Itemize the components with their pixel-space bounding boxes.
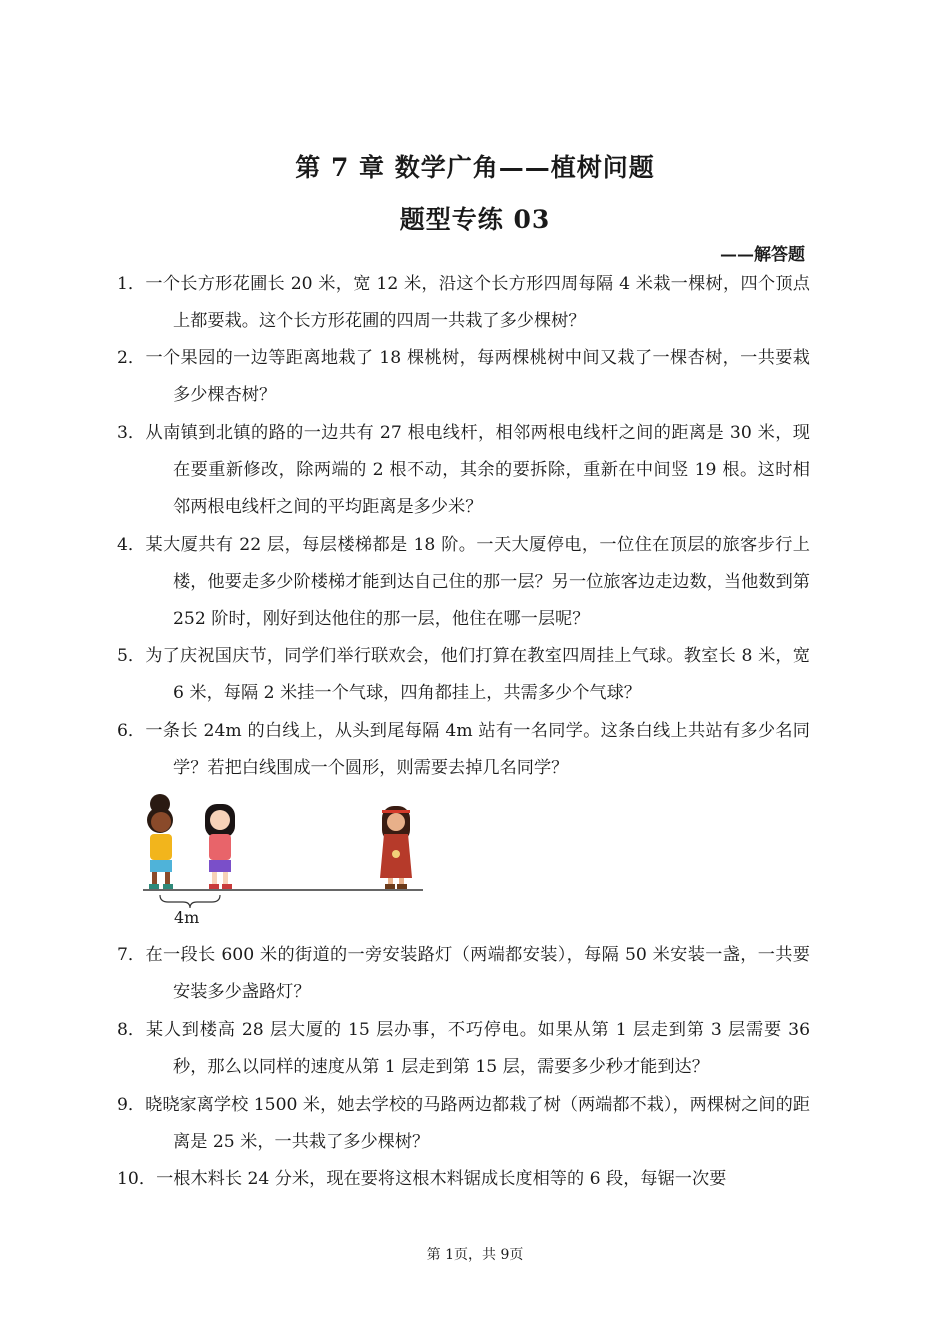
question-1: 1．一个长方形花圃长 20 米，宽 12 米，沿这个长方形四周每隔 4 米栽一棵树，四个顶点上都要栽。这个长方形花圃的四周一共栽了多少棵树？: [117, 274, 810, 331]
question-9: 9．晓晓家离学校 1500 米，她去学校的马路两边都栽了树（两端都不栽），两棵树之间的距离是 25 米，一共栽了多少棵树？: [117, 1095, 810, 1152]
question-2: 2．一个果园的一边等距离地栽了 18 棵桃树，每两棵桃树中间又栽了一棵杏树，一共要栽多少棵杏树？: [117, 348, 810, 405]
question-7: 7．在一段长 600 米的街道的一旁安装路灯（两端都安装），每隔 50 米安装一盏，一共要安装多少盏路灯？: [117, 945, 810, 1002]
question-4: 4．某大厦共有 22 层，每层楼梯都是 18 阶。一天大厦停电，一位住在顶层的旅客步行上楼，他要走多少阶楼梯才能到达自己住的那一层？另一位旅客边走边数，当他数到第 252 阶时，刚好到达他住的那一层，他住在哪一层呢？: [117, 535, 810, 629]
page-subtitle: 题型专练 03: [399, 205, 551, 234]
student-icon: [205, 804, 235, 889]
page-footer: 第 1页，共 9页: [426, 1247, 524, 1263]
question-8: 8．某人到楼高 28 层大厦的 15 层办事，不巧停电。如果从第 1 层走到第 3 层需要 36 秒，那么以同样的速度从第 1 层走到第 15 层，需要多少秒才能到达？: [117, 1020, 810, 1077]
page-title: 第 7 章 数学广角——植树问题: [295, 153, 655, 182]
student-icon: [147, 794, 173, 889]
section-label: ——解答题: [720, 245, 805, 265]
distance-label: 4m: [174, 908, 200, 927]
student-icon: [380, 806, 412, 889]
question-3: 3．从南镇到北镇的路的一边共有 27 根电线杆，相邻两根电线杆之间的距离是 30 米，现在要重新修改，除两端的 2 根不动，其余的要拆除，重新在中间竖 19 根。这时相邻两根电线杆之间的平均距离是多少米？: [117, 423, 810, 517]
question-6: 6．一条长 24m 的白线上，从头到尾每隔 4m 站有一名同学。这条白线上共站有多少名同学？若把白线围成一个圆形，则需要去掉几名同学？: [117, 721, 810, 778]
question-5: 5．为了庆祝国庆节，同学们举行联欢会，他们打算在教室四周挂上气球。教室长 8 米，宽 6 米，每隔 2 米挂一个气球，四角都挂上，共需多少个气球？: [117, 646, 810, 703]
question-10: 10．一根木料长 24 分米，现在要将这根木料锯成长度相等的 6 段，每锯一次要: [117, 1169, 727, 1189]
students-on-line-figure: [138, 788, 428, 938]
